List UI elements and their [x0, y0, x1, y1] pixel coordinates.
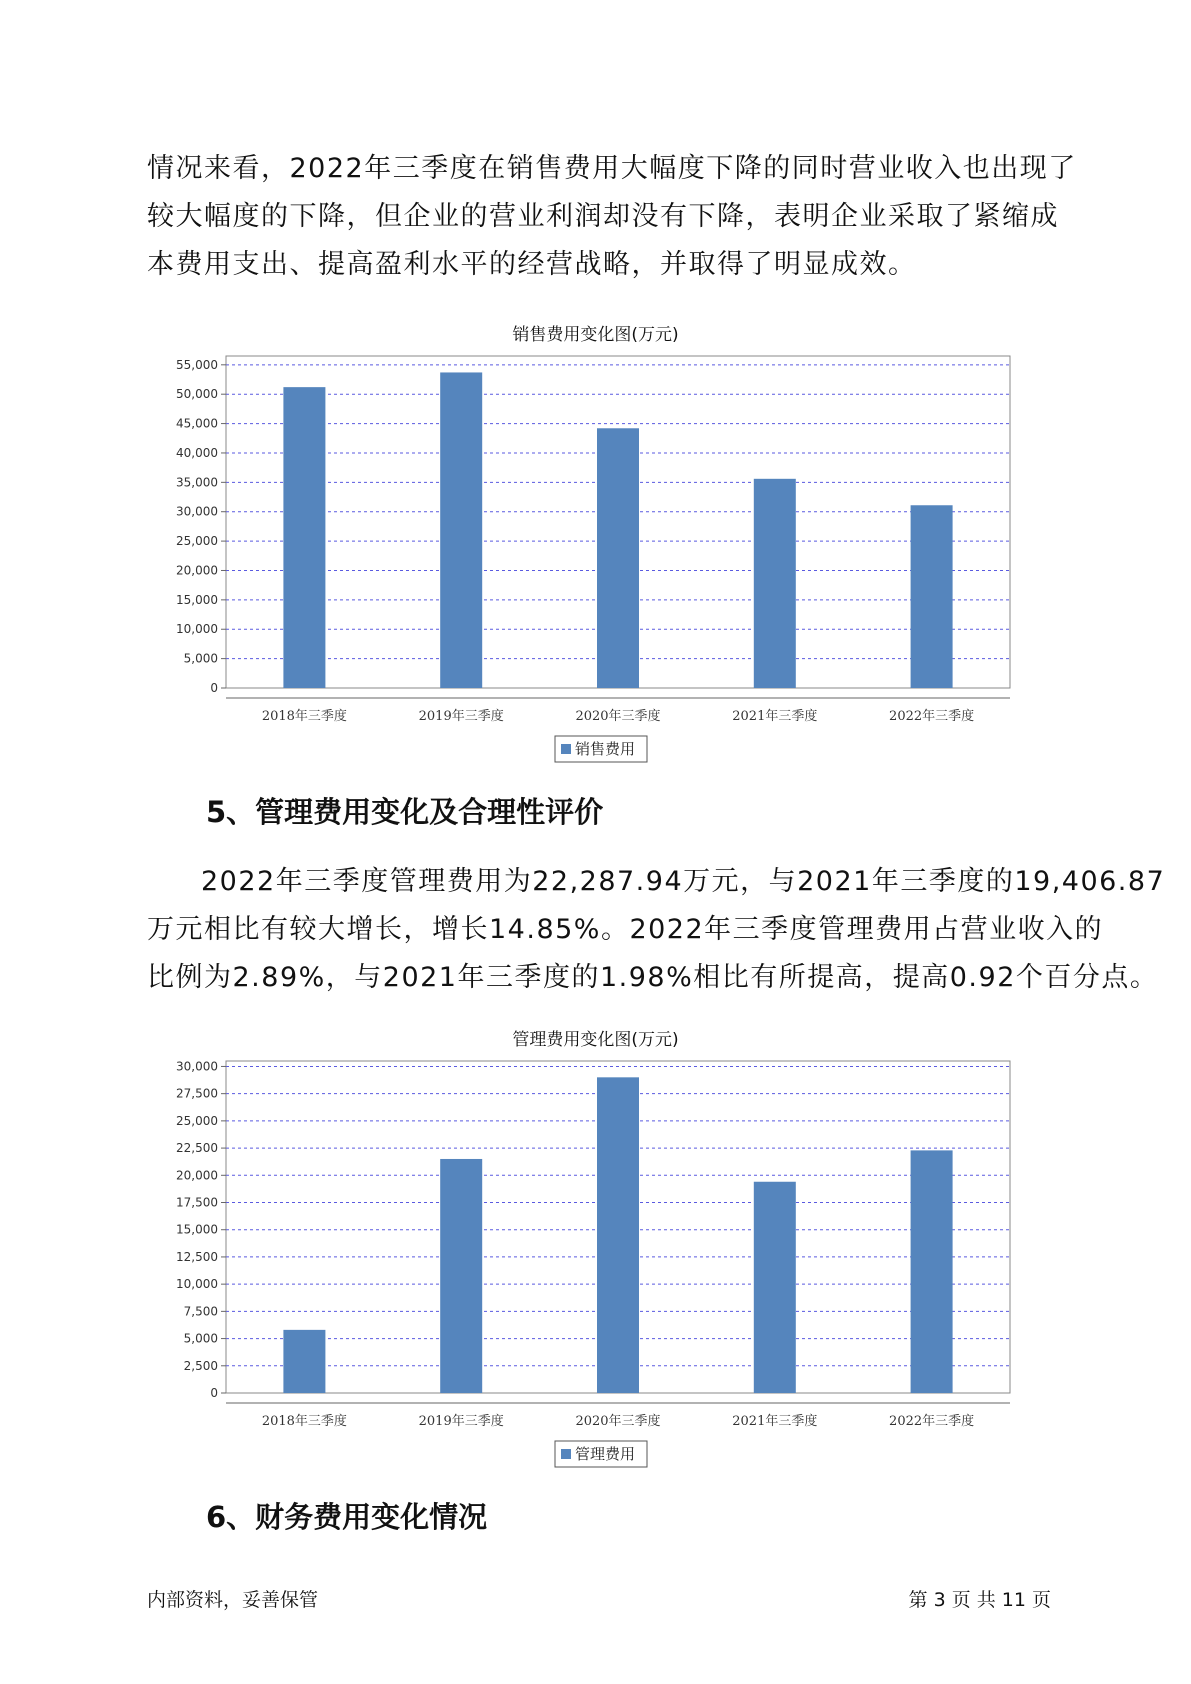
y-tick-label: 12,500	[176, 1249, 218, 1264]
section-5-line-1: 2022年三季度管理费用为22,287.94万元，与2021年三季度的19,406.87	[201, 866, 1166, 897]
bar	[283, 1330, 325, 1393]
x-tick-label: 2019年三季度	[418, 1414, 504, 1429]
bar	[597, 428, 639, 688]
legend-label: 管理费用	[575, 1445, 636, 1463]
legend-label: 销售费用	[575, 740, 636, 758]
y-tick-label: 15,000	[176, 592, 218, 607]
y-tick-label: 50,000	[176, 387, 218, 402]
x-tick-label: 2020年三季度	[575, 709, 661, 724]
y-tick-label: 15,000	[176, 1222, 218, 1237]
x-tick-label: 2022年三季度	[889, 1414, 975, 1429]
y-tick-label: 5,000	[183, 651, 218, 666]
section-5-line-3: 比例为2.89%，与2021年三季度的1.98%相比有所提高，提高0.92个百分点。	[147, 962, 1159, 993]
x-tick-label: 2020年三季度	[575, 1414, 661, 1429]
y-tick-label: 22,500	[176, 1141, 218, 1156]
chart-title-sales: 销售费用变化图(万元)	[512, 325, 679, 345]
y-tick-label: 30,000	[176, 504, 218, 519]
y-tick-label: 10,000	[176, 622, 218, 637]
section-5-paragraph	[147, 858, 1166, 1002]
y-tick-label: 7,500	[183, 1304, 218, 1319]
sales-expense-chart	[0, 350, 1191, 770]
x-tick-label: 2018年三季度	[261, 1414, 347, 1429]
x-tick-label: 2018年三季度	[261, 709, 347, 724]
footer-confidential: 内部资料，妥善保管	[147, 1589, 319, 1611]
bar	[597, 1077, 639, 1393]
x-tick-label: 2022年三季度	[889, 709, 975, 724]
y-tick-label: 10,000	[176, 1277, 218, 1292]
y-tick-label: 2,500	[183, 1358, 218, 1373]
bar	[754, 1182, 796, 1393]
legend-swatch	[561, 744, 571, 754]
y-tick-label: 20,000	[176, 1168, 218, 1183]
bar	[440, 1159, 482, 1393]
intro-paragraph	[147, 145, 1087, 289]
y-tick-label: 0	[210, 681, 218, 695]
intro-line-1: 情况来看，2022年三季度在销售费用大幅度下降的同时营业收入也出现了	[147, 153, 1077, 184]
x-tick-label: 2021年三季度	[732, 709, 818, 724]
section-5-line-2: 万元相比有较大增长，增长14.85%。2022年三季度管理费用占营业收入的	[147, 914, 1104, 945]
bar	[911, 505, 953, 688]
y-tick-label: 5,000	[183, 1331, 218, 1346]
y-tick-label: 17,500	[176, 1195, 218, 1210]
y-tick-label: 25,000	[176, 534, 218, 549]
bar	[754, 479, 796, 688]
bar	[911, 1150, 953, 1393]
bar	[283, 387, 325, 688]
section-5-heading: 5、管理费用变化及合理性评价	[206, 795, 604, 829]
y-tick-label: 27,500	[176, 1086, 218, 1101]
y-tick-label: 0	[210, 1386, 218, 1400]
intro-line-2: 较大幅度的下降，但企业的营业利润却没有下降，表明企业采取了紧缩成	[147, 201, 1059, 232]
intro-line-3: 本费用支出、提高盈利水平的经营战略，并取得了明显成效。	[147, 249, 917, 280]
y-tick-label: 20,000	[176, 563, 218, 578]
legend-swatch	[561, 1449, 571, 1459]
y-tick-label: 45,000	[176, 416, 218, 431]
admin-expense-chart	[0, 1055, 1191, 1475]
footer-page-number: 第 3 页 共 11 页	[908, 1589, 1051, 1611]
section-6-heading: 6、财务费用变化情况	[206, 1500, 488, 1534]
x-tick-label: 2021年三季度	[732, 1414, 818, 1429]
y-tick-label: 40,000	[176, 445, 218, 460]
y-tick-label: 35,000	[176, 475, 218, 490]
chart-title-admin: 管理费用变化图(万元)	[512, 1030, 679, 1050]
bar	[440, 372, 482, 688]
x-tick-label: 2019年三季度	[418, 709, 504, 724]
y-tick-label: 55,000	[176, 357, 218, 372]
y-tick-label: 25,000	[176, 1113, 218, 1128]
y-tick-label: 30,000	[176, 1059, 218, 1074]
